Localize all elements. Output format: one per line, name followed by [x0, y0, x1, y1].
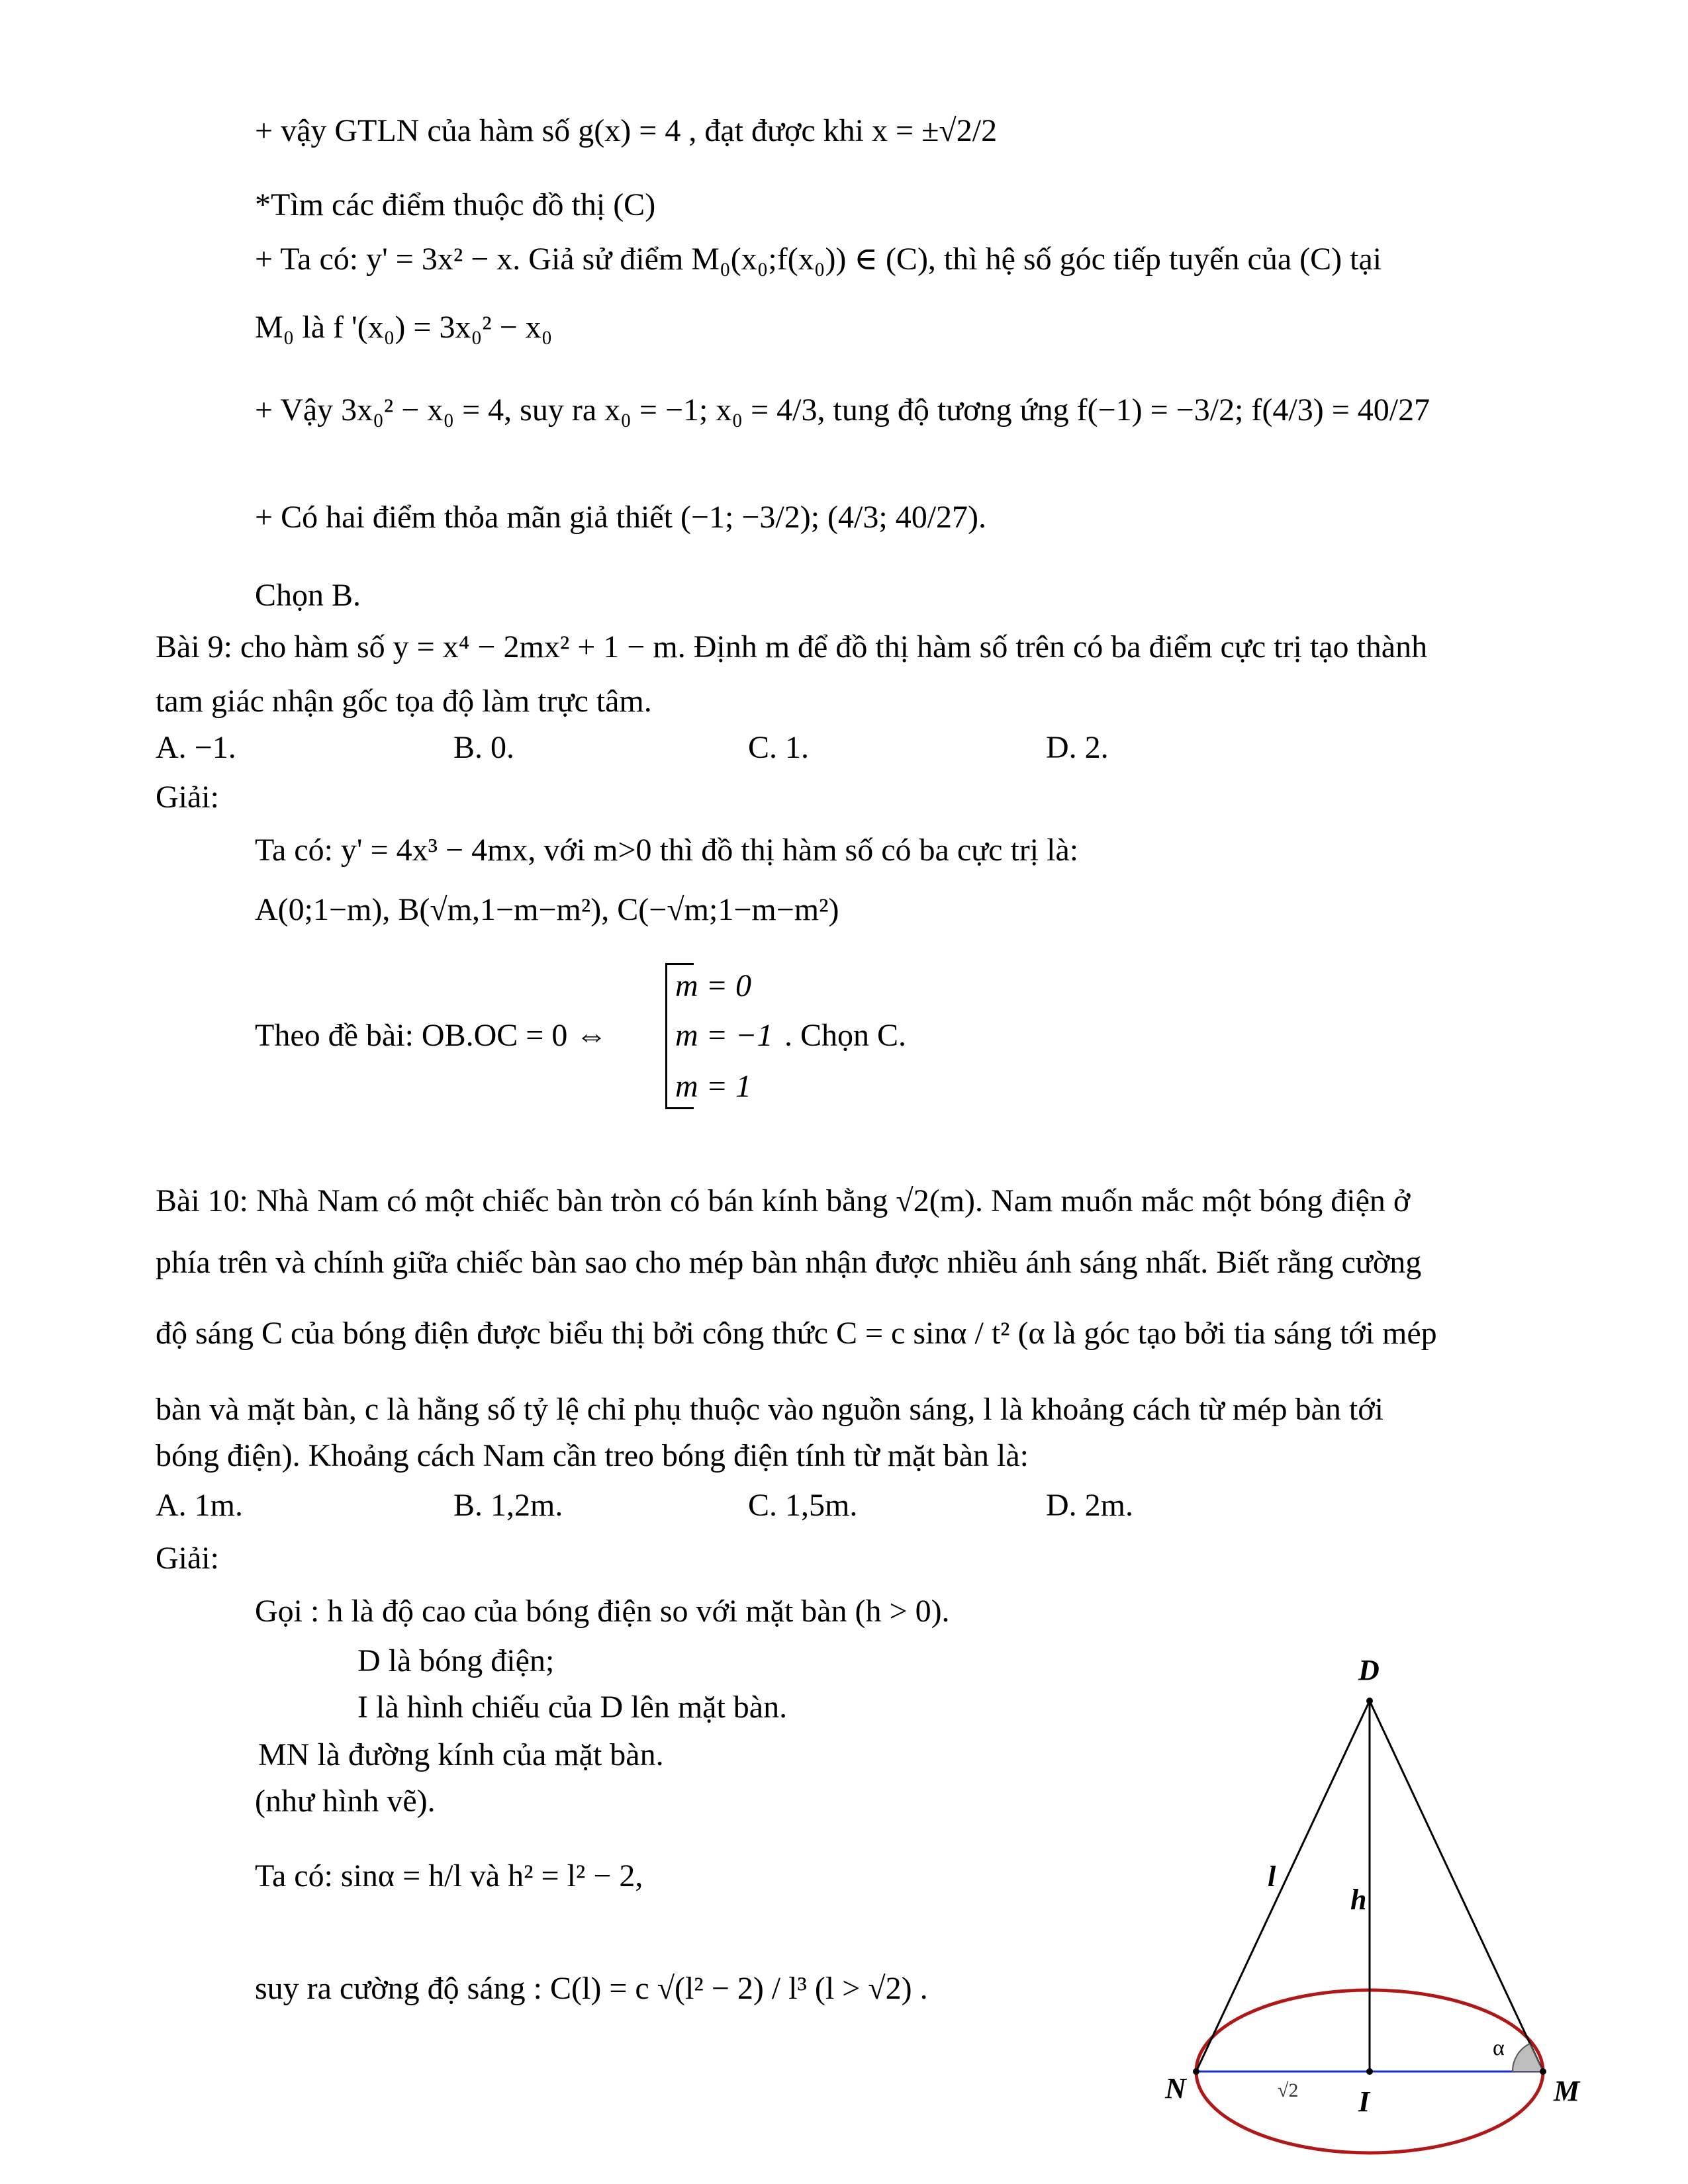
- case-3: m = 1: [675, 1069, 752, 1104]
- bai10-option-a: A. 1m.: [156, 1488, 243, 1523]
- bai10-question-line1: Bài 10: Nhà Nam có một chiếc bàn tròn có bán kính bằng √2(m). Nam muốn mắc một bóng điện ở: [156, 1183, 1411, 1218]
- bai9-option-c: C. 1.: [748, 730, 810, 765]
- bai9-question-line2: tam giác nhận gốc tọa độ làm trực tâm.: [156, 684, 652, 719]
- bai10-solution-mn: MN là đường kính của mặt bàn.: [258, 1737, 664, 1772]
- bai10-solution-d: D là bóng điện;: [357, 1643, 555, 1678]
- bai10-solution-cuong-do: suy ra cường độ sáng : C(l) = c √(l² − 2) / l³ (l > √2) .: [255, 1971, 928, 2006]
- bai10-solution-hinh-ve: (như hình vẽ).: [255, 1784, 436, 1819]
- bai9-question-line1: Bài 9: cho hàm số y = x⁴ − 2mx² + 1 − m. Định m để đồ thị hàm số trên có ba điểm cực trị tạo thành: [156, 629, 1428, 664]
- bai9-option-b: B. 0.: [453, 730, 515, 765]
- text-line-gtln: + vậy GTLN của hàm số g(x) = 4 , đạt được khi x = ±√2/2: [255, 113, 998, 148]
- bai9-solution-line1: Ta có: y' = 4x³ − 4mx, với m>0 thì đồ thị hàm số có ba cực trị là:: [255, 833, 1079, 868]
- bai10-question-line5: bóng điện). Khoảng cách Nam cần treo bóng điện tính từ mặt bàn là:: [156, 1438, 1029, 1473]
- point-n: [1193, 2068, 1199, 2075]
- label-m: M: [1554, 2075, 1580, 2107]
- text-line-chon-b: Chọn B.: [255, 578, 361, 613]
- line-dm: [1370, 1701, 1543, 2071]
- label-i: I: [1358, 2085, 1370, 2118]
- line-dn: [1196, 1701, 1370, 2071]
- bai10-solution-sin: Ta có: sinα = h/l và h² = l² − 2,: [255, 1858, 643, 1893]
- text-line-hai-diem: + Có hai điểm thỏa mãn giả thiết (−1; −3/2); (4/3; 40/27).: [255, 500, 987, 535]
- label-radius: √2: [1278, 2079, 1299, 2101]
- text-line-vay: + Vậy 3x₀² − x₀ = 4, suy ra x₀ = −1; x₀ = 4/3, tung độ tương ứng f(−1) = −3/2; f(4/3) = 40/27: [255, 392, 1430, 428]
- bai10-question-line3: độ sáng C của bóng điện được biểu thị bởi công thức C = c sinα / t² (α là góc tạo bởi tia sáng tới mép: [156, 1316, 1437, 1351]
- bai9-option-a: A. −1.: [156, 730, 236, 765]
- label-alpha: α: [1493, 2036, 1505, 2060]
- bai10-option-d: D. 2m.: [1046, 1488, 1133, 1523]
- case-2: m = −1: [675, 1018, 773, 1053]
- point-i: [1366, 2068, 1373, 2075]
- case-1: m = 0: [675, 968, 752, 1003]
- point-d: [1366, 1698, 1373, 1704]
- cone-diagram: [1152, 1648, 1580, 2164]
- text-line-tim-diem: *Tìm các điểm thuộc đồ thị (C): [255, 187, 656, 222]
- bai10-question-line4: bàn và mặt bàn, c là hằng số tỷ lệ chỉ phụ thuộc vào nguồn sáng, l là khoảng cách từ mép bàn tới: [156, 1392, 1383, 1427]
- giai-label-2: Giải:: [156, 1541, 219, 1576]
- text-line-ta-co: + Ta có: y' = 3x² − x. Giả sử điểm M₀(x₀;f(x₀)) ∈ (C), thì hệ số góc tiếp tuyến của (C) tại: [255, 242, 1382, 277]
- text-line-he-so-goc: M₀ là f '(x₀) = 3x₀² − x₀: [255, 310, 553, 345]
- bai10-question-line2: phía trên và chính giữa chiếc bàn sao cho mép bàn nhận được nhiều ánh sáng nhất. Biết rằng cường: [156, 1245, 1422, 1280]
- giai-label-1: Giải:: [156, 780, 219, 815]
- bai9-chon-c: . Chọn C.: [784, 1018, 907, 1053]
- label-d: D: [1358, 1654, 1380, 1686]
- label-l: l: [1268, 1860, 1276, 1893]
- bai10-option-c: C. 1,5m.: [748, 1488, 858, 1523]
- bai10-solution-goi: Gọi : h là độ cao của bóng điện so với mặt bàn (h > 0).: [255, 1594, 950, 1629]
- label-n: N: [1165, 2072, 1186, 2105]
- angle-alpha-mark: [1513, 2044, 1543, 2071]
- bai9-solution-theo-de: Theo đề bài: OB.OC = 0 ⇔: [255, 1018, 608, 1053]
- point-m: [1540, 2068, 1546, 2075]
- bai10-option-b: B. 1,2m.: [453, 1488, 563, 1523]
- bai9-option-d: D. 2.: [1046, 730, 1109, 765]
- bai9-solution-points: A(0;1−m), B(√m,1−m−m²), C(−√m;1−m−m²): [255, 892, 839, 927]
- bai10-solution-i: I là hình chiếu của D lên mặt bàn.: [357, 1690, 788, 1725]
- label-h: h: [1350, 1884, 1367, 1916]
